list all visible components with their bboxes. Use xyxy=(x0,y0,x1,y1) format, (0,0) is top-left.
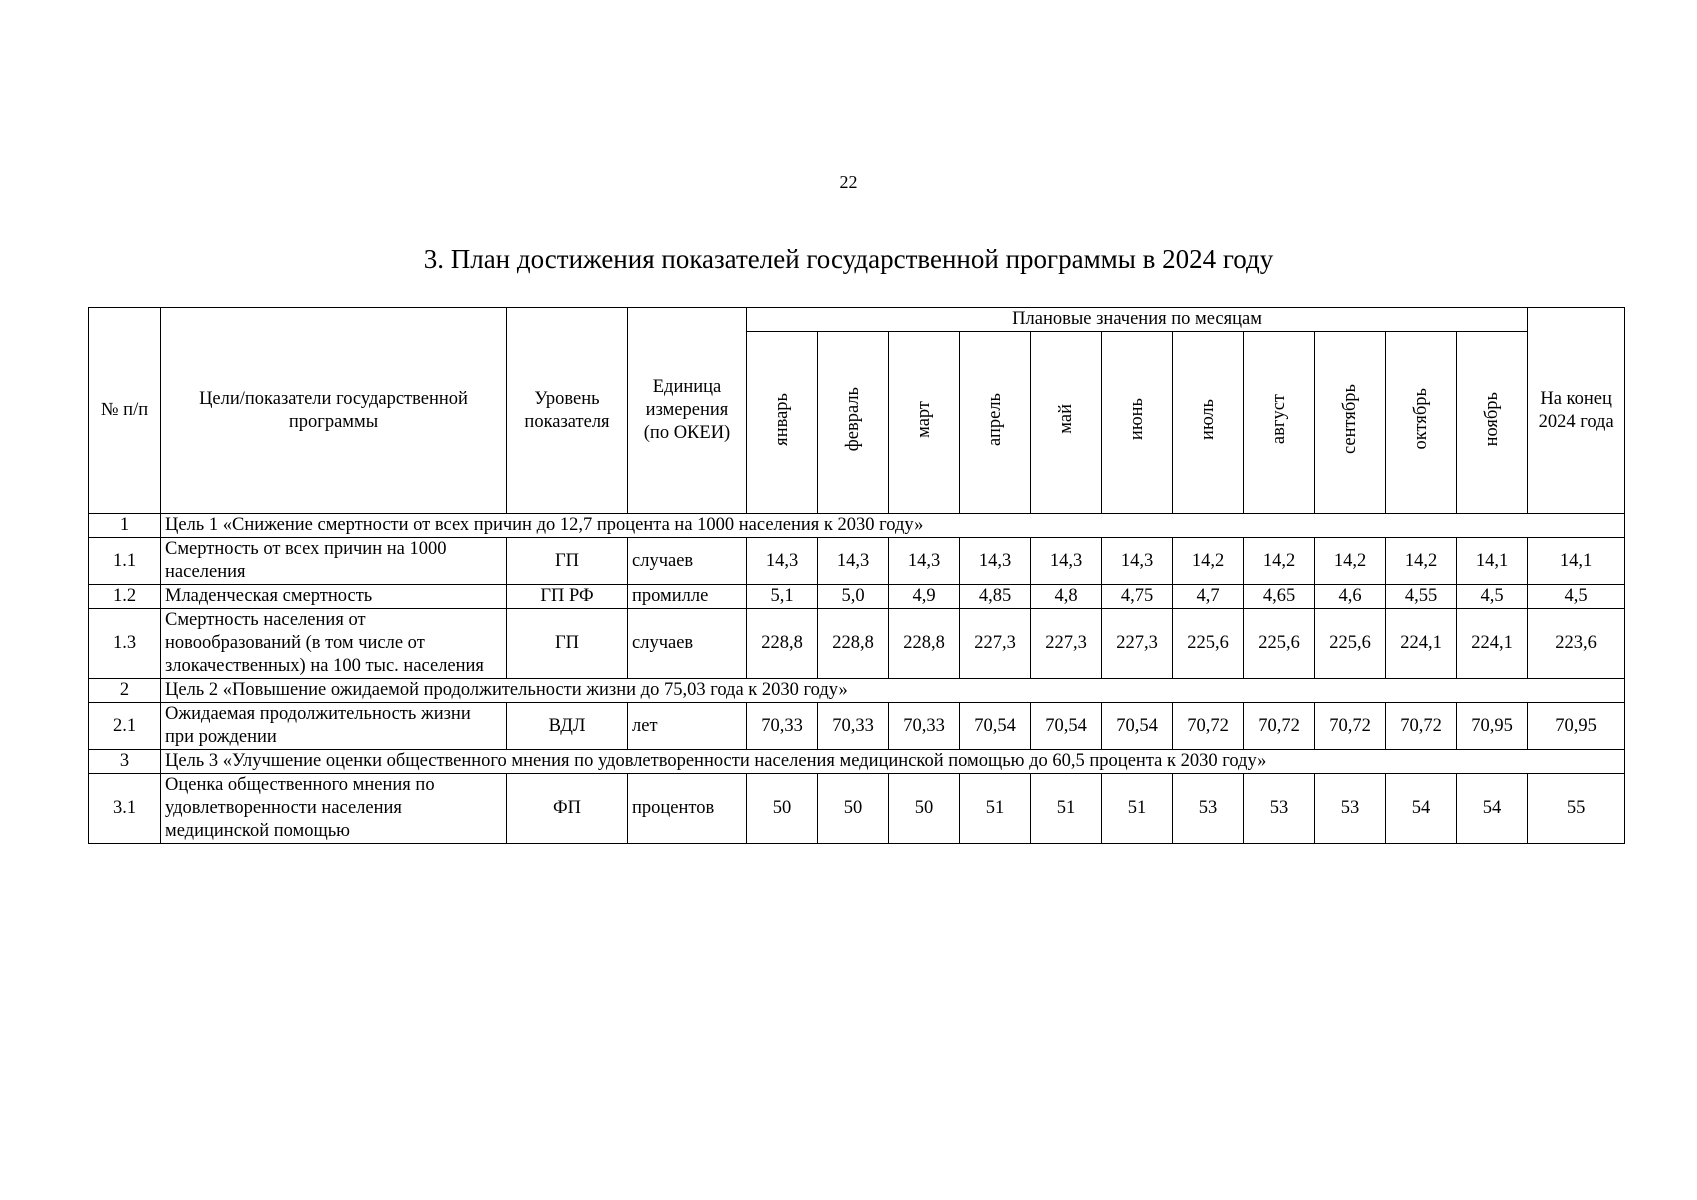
header-month-1 xyxy=(818,332,889,514)
indicator-level: ГП xyxy=(507,609,628,679)
header-month-label: ноябрь xyxy=(1481,391,1502,447)
header-month-label: август xyxy=(1268,393,1289,445)
indicator-row xyxy=(89,774,1625,844)
indicator-name: Ожидаемая продолжительность жизни при рождении xyxy=(161,703,507,750)
header-month-8 xyxy=(1315,332,1386,514)
month-value: 225,6 xyxy=(1244,609,1315,679)
month-value: 14,2 xyxy=(1173,538,1244,585)
month-value: 50 xyxy=(818,774,889,844)
indicator-row xyxy=(89,703,1625,750)
month-value: 4,6 xyxy=(1315,585,1386,609)
indicator-name: Младенческая смертность xyxy=(161,585,507,609)
month-value: 70,72 xyxy=(1315,703,1386,750)
indicator-row xyxy=(89,538,1625,585)
end-of-year-value: 70,95 xyxy=(1528,703,1625,750)
month-value: 53 xyxy=(1244,774,1315,844)
indicators-plan-table xyxy=(88,307,1625,844)
indicator-unit: случаев xyxy=(628,609,747,679)
page-number: 22 xyxy=(839,172,858,192)
header-month-3 xyxy=(960,332,1031,514)
month-value: 54 xyxy=(1386,774,1457,844)
month-value: 14,3 xyxy=(1031,538,1102,585)
month-value: 4,5 xyxy=(1457,585,1528,609)
month-value: 50 xyxy=(889,774,960,844)
month-value: 54 xyxy=(1457,774,1528,844)
indicator-unit: лет xyxy=(628,703,747,750)
header-month-label: сентябрь xyxy=(1339,384,1360,454)
month-value: 4,7 xyxy=(1173,585,1244,609)
header-month-0 xyxy=(747,332,818,514)
month-value: 14,2 xyxy=(1244,538,1315,585)
month-value: 225,6 xyxy=(1315,609,1386,679)
month-value: 70,33 xyxy=(747,703,818,750)
month-value: 70,54 xyxy=(1102,703,1173,750)
month-value: 14,2 xyxy=(1315,538,1386,585)
month-value: 5,0 xyxy=(818,585,889,609)
indicator-number: 1.2 xyxy=(89,585,161,609)
header-level: Уровень показателя xyxy=(507,308,628,514)
month-value: 4,8 xyxy=(1031,585,1102,609)
header-month-6 xyxy=(1173,332,1244,514)
end-of-year-value: 14,1 xyxy=(1528,538,1625,585)
header-month-2 xyxy=(889,332,960,514)
indicator-level: ФП xyxy=(507,774,628,844)
month-value: 14,3 xyxy=(1102,538,1173,585)
month-value: 70,33 xyxy=(818,703,889,750)
month-value: 224,1 xyxy=(1457,609,1528,679)
month-value: 14,2 xyxy=(1386,538,1457,585)
month-value: 4,85 xyxy=(960,585,1031,609)
indicator-number: 3.1 xyxy=(89,774,161,844)
month-value: 70,95 xyxy=(1457,703,1528,750)
header-month-label: октябрь xyxy=(1410,388,1431,450)
indicator-level: ВДЛ xyxy=(507,703,628,750)
header-end-of-year: На конец 2024 года xyxy=(1528,308,1625,514)
end-of-year-value: 223,6 xyxy=(1528,609,1625,679)
month-value: 70,54 xyxy=(960,703,1031,750)
goal-text: Цель 2 «Повышение ожидаемой продолжительности жизни до 75,03 года к 2030 году» xyxy=(161,679,1625,703)
indicator-number: 1.3 xyxy=(89,609,161,679)
month-value: 5,1 xyxy=(747,585,818,609)
month-value: 14,3 xyxy=(889,538,960,585)
end-of-year-value: 4,5 xyxy=(1528,585,1625,609)
indicator-name: Смертность населения от новообразований (в том числе от злокачественных) на 100 тыс. населения xyxy=(161,609,507,679)
page-title: 3. План достижения показателей государственной программы в 2024 году xyxy=(423,244,1274,274)
month-value: 227,3 xyxy=(1102,609,1173,679)
month-value: 14,3 xyxy=(818,538,889,585)
indicator-row xyxy=(89,609,1625,679)
header-month-label: январь xyxy=(771,392,792,446)
goal-number: 3 xyxy=(89,750,161,774)
header-month-label: апрель xyxy=(984,392,1005,446)
end-of-year-value: 55 xyxy=(1528,774,1625,844)
month-value: 227,3 xyxy=(1031,609,1102,679)
indicator-level: ГП РФ xyxy=(507,585,628,609)
header-month-4 xyxy=(1031,332,1102,514)
header-month-label: февраль xyxy=(842,386,863,452)
month-value: 50 xyxy=(747,774,818,844)
month-value: 4,65 xyxy=(1244,585,1315,609)
header-month-7 xyxy=(1244,332,1315,514)
month-value: 51 xyxy=(960,774,1031,844)
month-value: 227,3 xyxy=(960,609,1031,679)
month-value: 53 xyxy=(1315,774,1386,844)
month-value: 224,1 xyxy=(1386,609,1457,679)
header-month-label: июль xyxy=(1197,398,1218,440)
goal-number: 2 xyxy=(89,679,161,703)
month-value: 70,33 xyxy=(889,703,960,750)
header-name: Цели/показатели государственной программы xyxy=(161,308,507,514)
goal-text: Цель 3 «Улучшение оценки общественного мнения по удовлетворенности населения медицинской помощью до 60,5 процента к 2030 году» xyxy=(161,750,1625,774)
indicator-row xyxy=(89,585,1625,609)
header-month-5 xyxy=(1102,332,1173,514)
indicator-number: 1.1 xyxy=(89,538,161,585)
month-value: 225,6 xyxy=(1173,609,1244,679)
month-value: 70,54 xyxy=(1031,703,1102,750)
goal-text: Цель 1 «Снижение смертности от всех причин до 12,7 процента на 1000 населения к 2030 году» xyxy=(161,514,1625,538)
month-value: 14,1 xyxy=(1457,538,1528,585)
header-month-label: март xyxy=(913,400,934,438)
indicator-level: ГП xyxy=(507,538,628,585)
month-value: 4,75 xyxy=(1102,585,1173,609)
indicator-unit: случаев xyxy=(628,538,747,585)
header-month-label: май xyxy=(1055,404,1076,434)
indicator-name: Смертность от всех причин на 1000 населения xyxy=(161,538,507,585)
month-value: 70,72 xyxy=(1244,703,1315,750)
month-value: 14,3 xyxy=(747,538,818,585)
goal-row xyxy=(89,679,1625,703)
month-value: 14,3 xyxy=(960,538,1031,585)
header-num: № п/п xyxy=(89,308,161,514)
month-value: 4,9 xyxy=(889,585,960,609)
month-value: 51 xyxy=(1102,774,1173,844)
goal-row xyxy=(89,514,1625,538)
month-value: 228,8 xyxy=(818,609,889,679)
indicator-number: 2.1 xyxy=(89,703,161,750)
month-value: 51 xyxy=(1031,774,1102,844)
header-months-group: Плановые значения по месяцам xyxy=(747,308,1528,332)
header-month-label: июнь xyxy=(1126,397,1147,441)
indicator-name: Оценка общественного мнения по удовлетворенности населения медицинской помощью xyxy=(161,774,507,844)
header-unit: Единица измерения (по ОКЕИ) xyxy=(628,308,747,514)
goal-row xyxy=(89,750,1625,774)
month-value: 228,8 xyxy=(747,609,818,679)
month-value: 70,72 xyxy=(1386,703,1457,750)
header-month-9 xyxy=(1386,332,1457,514)
month-value: 228,8 xyxy=(889,609,960,679)
indicator-unit: процентов xyxy=(628,774,747,844)
month-value: 70,72 xyxy=(1173,703,1244,750)
month-value: 4,55 xyxy=(1386,585,1457,609)
header-month-10 xyxy=(1457,332,1528,514)
month-value: 53 xyxy=(1173,774,1244,844)
goal-number: 1 xyxy=(89,514,161,538)
indicator-unit: промилле xyxy=(628,585,747,609)
